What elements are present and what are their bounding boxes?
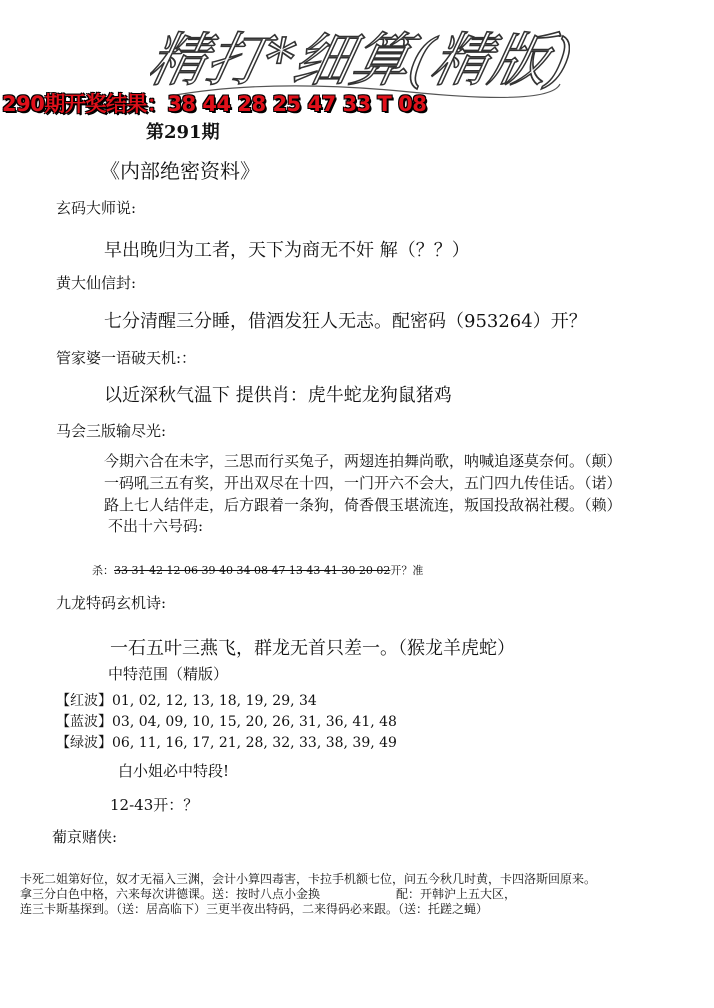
mahui-poem xyxy=(104,450,622,516)
poem-line: 路上七人结伴走，后方跟着一条狗，倚香偎玉堪流连，叛国投敌祸社稷。（赖） xyxy=(104,496,622,514)
kill-suffix: 开？准 xyxy=(390,564,424,577)
issue-number: 第291期 xyxy=(146,122,220,143)
puji-line-2b: 配：开韩沪上五大区， xyxy=(396,887,517,901)
wave-name: 【红波】 xyxy=(56,693,112,709)
xuanma-label: 玄码大师说: xyxy=(56,199,137,217)
wave-name: 【绿波】 xyxy=(56,735,112,751)
jiulong-label: 九龙特码玄机诗: xyxy=(56,594,167,612)
handwritten-title-text: 精打*细算(精版) xyxy=(150,26,570,94)
puji-label: 葡京赌侠: xyxy=(52,828,118,846)
wave-row-red xyxy=(56,690,317,710)
wave-numbers: 03, 04, 09, 10, 15, 20, 26, 31, 36, 41, 48 xyxy=(112,714,397,730)
kill-numbers-line xyxy=(92,562,423,578)
wave-name: 【蓝波】 xyxy=(56,714,112,730)
wave-numbers: 01, 02, 12, 13, 18, 19, 29, 34 xyxy=(112,693,317,709)
puji-line-3: 连三卡斯基探到。（送：居高临下）三更半夜出特码，二来得码必来跟。（送：托蹉之蝇） xyxy=(20,902,489,916)
range-text: 12-43开：？ xyxy=(110,796,199,814)
puji-line-1: 卡死二姐第好位，奴才无福入三渊，会计小算四毒害，卡拉手机额七位，问五今秋几时黄，卡四洛斯回原来。 xyxy=(20,872,597,886)
huangdaxian-text: 七分清醒三分睡，借酒发狂人无志。配密码（953264）开？ xyxy=(104,311,587,332)
guanjiapo-text: 以近深秋气温下 提供肖：虎牛蛇龙狗鼠猪鸡 xyxy=(104,385,452,406)
wave-row-blue xyxy=(56,711,397,731)
range-label: 中特范围（精版） xyxy=(108,665,229,683)
kill-prefix: 杀： xyxy=(92,564,114,577)
kill-numbers: 33 31 42 12 06 39 40 34 08 47 13 43 41 30 20 02 xyxy=(114,564,391,577)
poem-line: 一码吼三五有奖，开出双尽在十四，一门开六不会大，五门四九传佳话。（诺） xyxy=(104,474,622,492)
xuanma-text: 早出晚归为工者，天下为商无不奸 解（？？） xyxy=(104,240,470,261)
huangdaxian-label: 黄大仙信封: xyxy=(56,274,137,292)
guanjiapo-label: 管家婆一语破天机:： xyxy=(56,349,197,367)
wave-row-green xyxy=(56,732,397,752)
baixiaojie-text: 白小姐必中特段! xyxy=(118,762,230,780)
mahui-label: 马会三版输尽光: xyxy=(56,422,167,440)
no16-label: 不出十六号码: xyxy=(108,517,204,535)
document-title: 《内部绝密资料》 xyxy=(100,159,260,183)
wave-numbers: 06, 11, 16, 17, 21, 28, 32, 33, 38, 39, 49 xyxy=(112,735,397,751)
puji-line-2: 拿三分白色中格，六来每次讲德课。送：按时八点小金换 xyxy=(20,887,321,901)
poem-line: 今期六合在未字，三思而行买兔子，两翅连拍舞尚歌，呐喊追逐莫奈何。（颠） xyxy=(104,452,622,470)
jiulong-text: 一石五叶三燕飞，群龙无首只差一。（猴龙羊虎蛇） xyxy=(110,638,515,659)
previous-result-banner: 290期开奖结果：38 44 28 25 47 33 T 08 xyxy=(2,92,427,116)
